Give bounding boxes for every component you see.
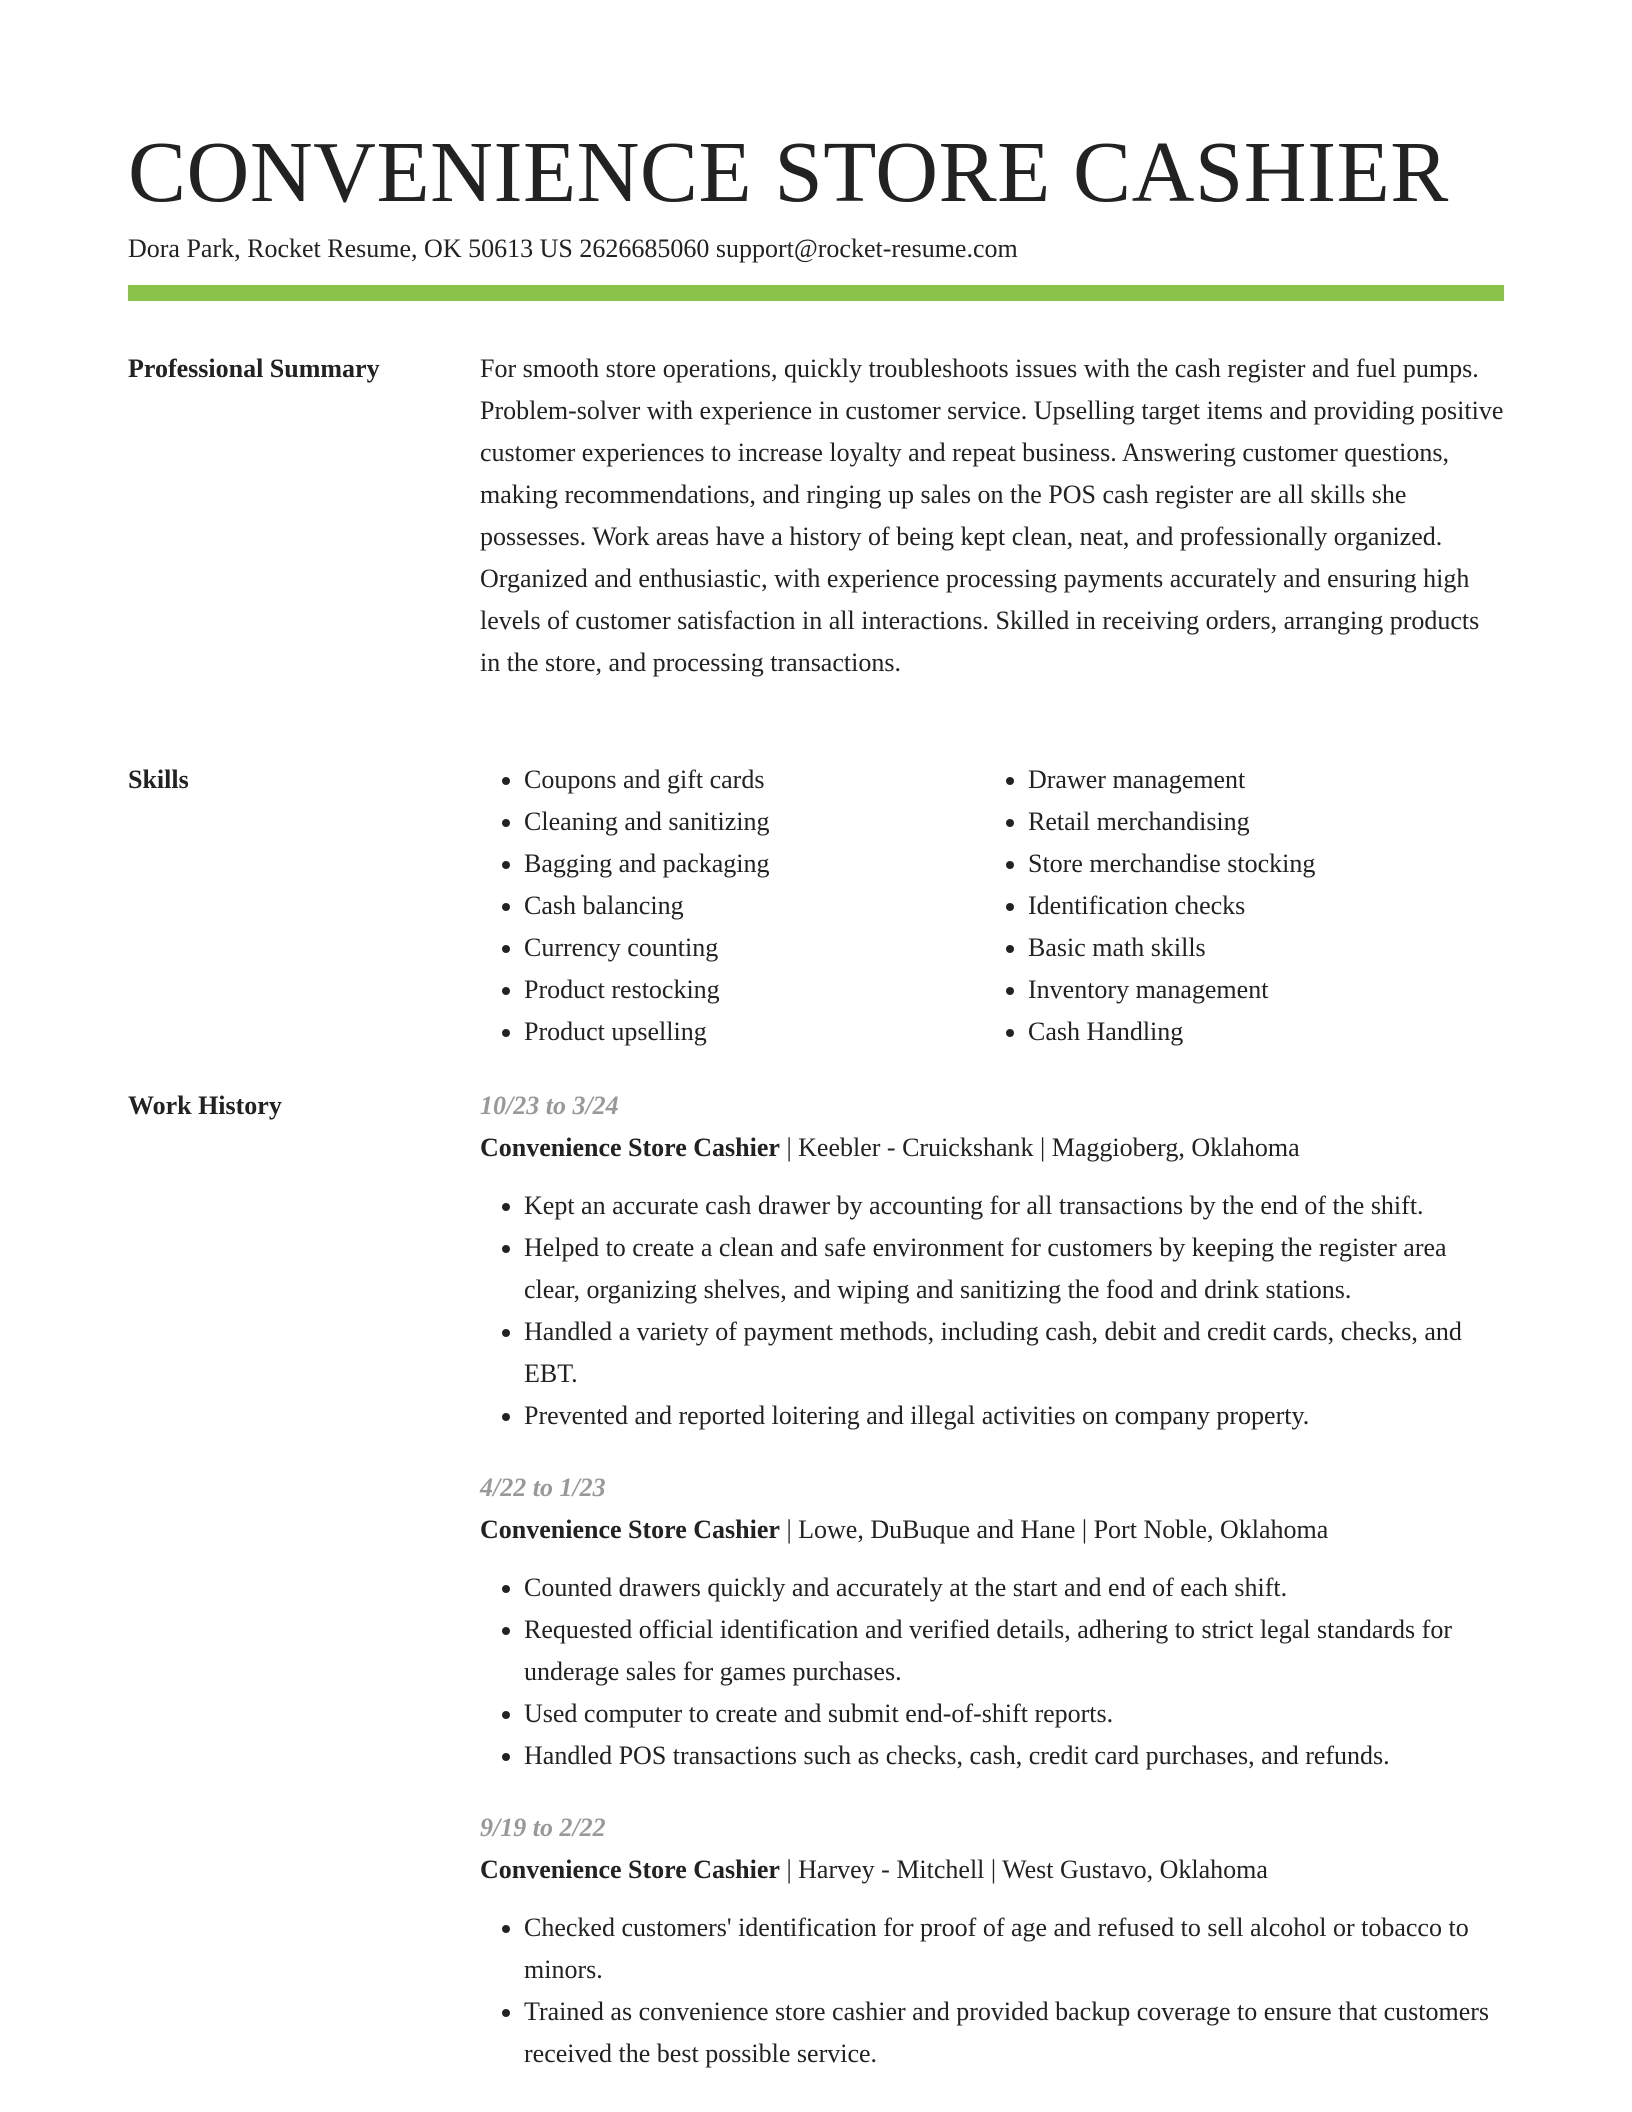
skill-item: • Retail merchandising [1028,801,1488,843]
skill-item: • Drawer management [1028,759,1488,801]
skill-item: • Basic math skills [1028,927,1488,969]
skills-body [480,759,1504,1053]
job-bullet: • Used computer to create and submit end-of-shift reports. [524,1693,1504,1735]
job-title-line [480,1127,1504,1169]
contact-line: Dora Park, Rocket Resume, OK 50613 US 2626685060 support@rocket-resume.com [128,234,1018,263]
skill-item: • Product upselling [524,1011,984,1053]
job-details: | Harvey - Mitchell | West Gustavo, Oklahoma [779,1855,1268,1884]
job-bullet: • Kept an accurate cash drawer by accounting for all transactions by the end of the shift. [524,1185,1504,1227]
job-title-line [480,1849,1504,1891]
job-details: | Keebler - Cruickshank | Maggioberg, Oklahoma [779,1133,1300,1162]
skill-item: • Inventory management [1028,969,1488,1011]
summary-heading: Professional Summary [128,354,380,383]
job-entry [480,1807,1504,2075]
skills-heading: Skills [128,765,189,794]
job-role: Convenience Store Cashier [480,1515,780,1544]
resume-title: CONVENIENCE STORE CASHIER [128,123,1449,220]
summary-body [480,348,1504,684]
skill-item: • Bagging and packaging [524,843,984,885]
job-bullet: • Handled POS transactions such as checks, cash, credit card purchases, and refunds. [524,1735,1504,1777]
skill-item: • Store merchandise stocking [1028,843,1488,885]
job-bullet: • Helped to create a clean and safe environment for customers by keeping the register area clear, organizing shelves, and wiping and sanitizing the food and drink stations. [524,1227,1504,1311]
job-bullet: • Trained as convenience store cashier and provided backup coverage to ensure that customers received the best possible service. [524,1991,1504,2075]
skills-grid [480,759,1504,1053]
job-dates: 10/23 to 3/24 [480,1091,619,1120]
work-body [480,1085,1504,2105]
skills-list-right [984,759,1488,1053]
skill-item: • Identification checks [1028,885,1488,927]
job-bullet-list [480,1907,1504,2075]
job-details: | Lowe, DuBuque and Hane | Port Noble, Oklahoma [779,1515,1329,1544]
skill-item: • Currency counting [524,927,984,969]
work-heading: Work History [128,1091,282,1120]
job-bullet: • Checked customers' identification for proof of age and refused to sell alcohol or tobacco to minors. [524,1907,1504,1991]
job-role: Convenience Store Cashier [480,1133,780,1162]
job-title-line [480,1509,1504,1551]
skill-item: • Cleaning and sanitizing [524,801,984,843]
job-dates: 9/19 to 2/22 [480,1813,606,1842]
skill-item: • Cash balancing [524,885,984,927]
job-bullet: • Handled a variety of payment methods, including cash, debit and credit cards, checks, and EBT. [524,1311,1504,1395]
summary-text: For smooth store operations, quickly troubleshoots issues with the cash register and fuel pumps. Problem-solver with experience in customer service. Upselling target items and providing positive customer experiences to increase loyalty and repeat business. Answering customer questions, making recommendations, and ringing up sales on the POS cash register are all skills she possesses. Work areas have a history of being kept clean, neat, and professionally organized. Organized and enthusiastic, with experience processing payments accurately and ensuring high levels of customer satisfaction in all interactions. Skilled in receiving orders, arranging products in the store, and processing transactions. [480,354,1504,677]
job-entry [480,1085,1504,1437]
skill-item: • Product restocking [524,969,984,1011]
skill-item: • Coupons and gift cards [524,759,984,801]
job-bullet: • Requested official identification and verified details, adhering to strict legal standards for underage sales for games purchases. [524,1609,1504,1693]
job-role: Convenience Store Cashier [480,1855,780,1884]
job-dates: 4/22 to 1/23 [480,1473,606,1502]
header-divider [128,285,1504,301]
job-bullet: • Prevented and reported loitering and illegal activities on company property. [524,1395,1504,1437]
job-bullet-list [480,1185,1504,1437]
job-bullet: • Counted drawers quickly and accurately at the start and end of each shift. [524,1567,1504,1609]
job-bullet-list [480,1567,1504,1777]
skill-item: • Cash Handling [1028,1011,1488,1053]
skills-list-left [480,759,984,1053]
job-entry [480,1467,1504,1777]
